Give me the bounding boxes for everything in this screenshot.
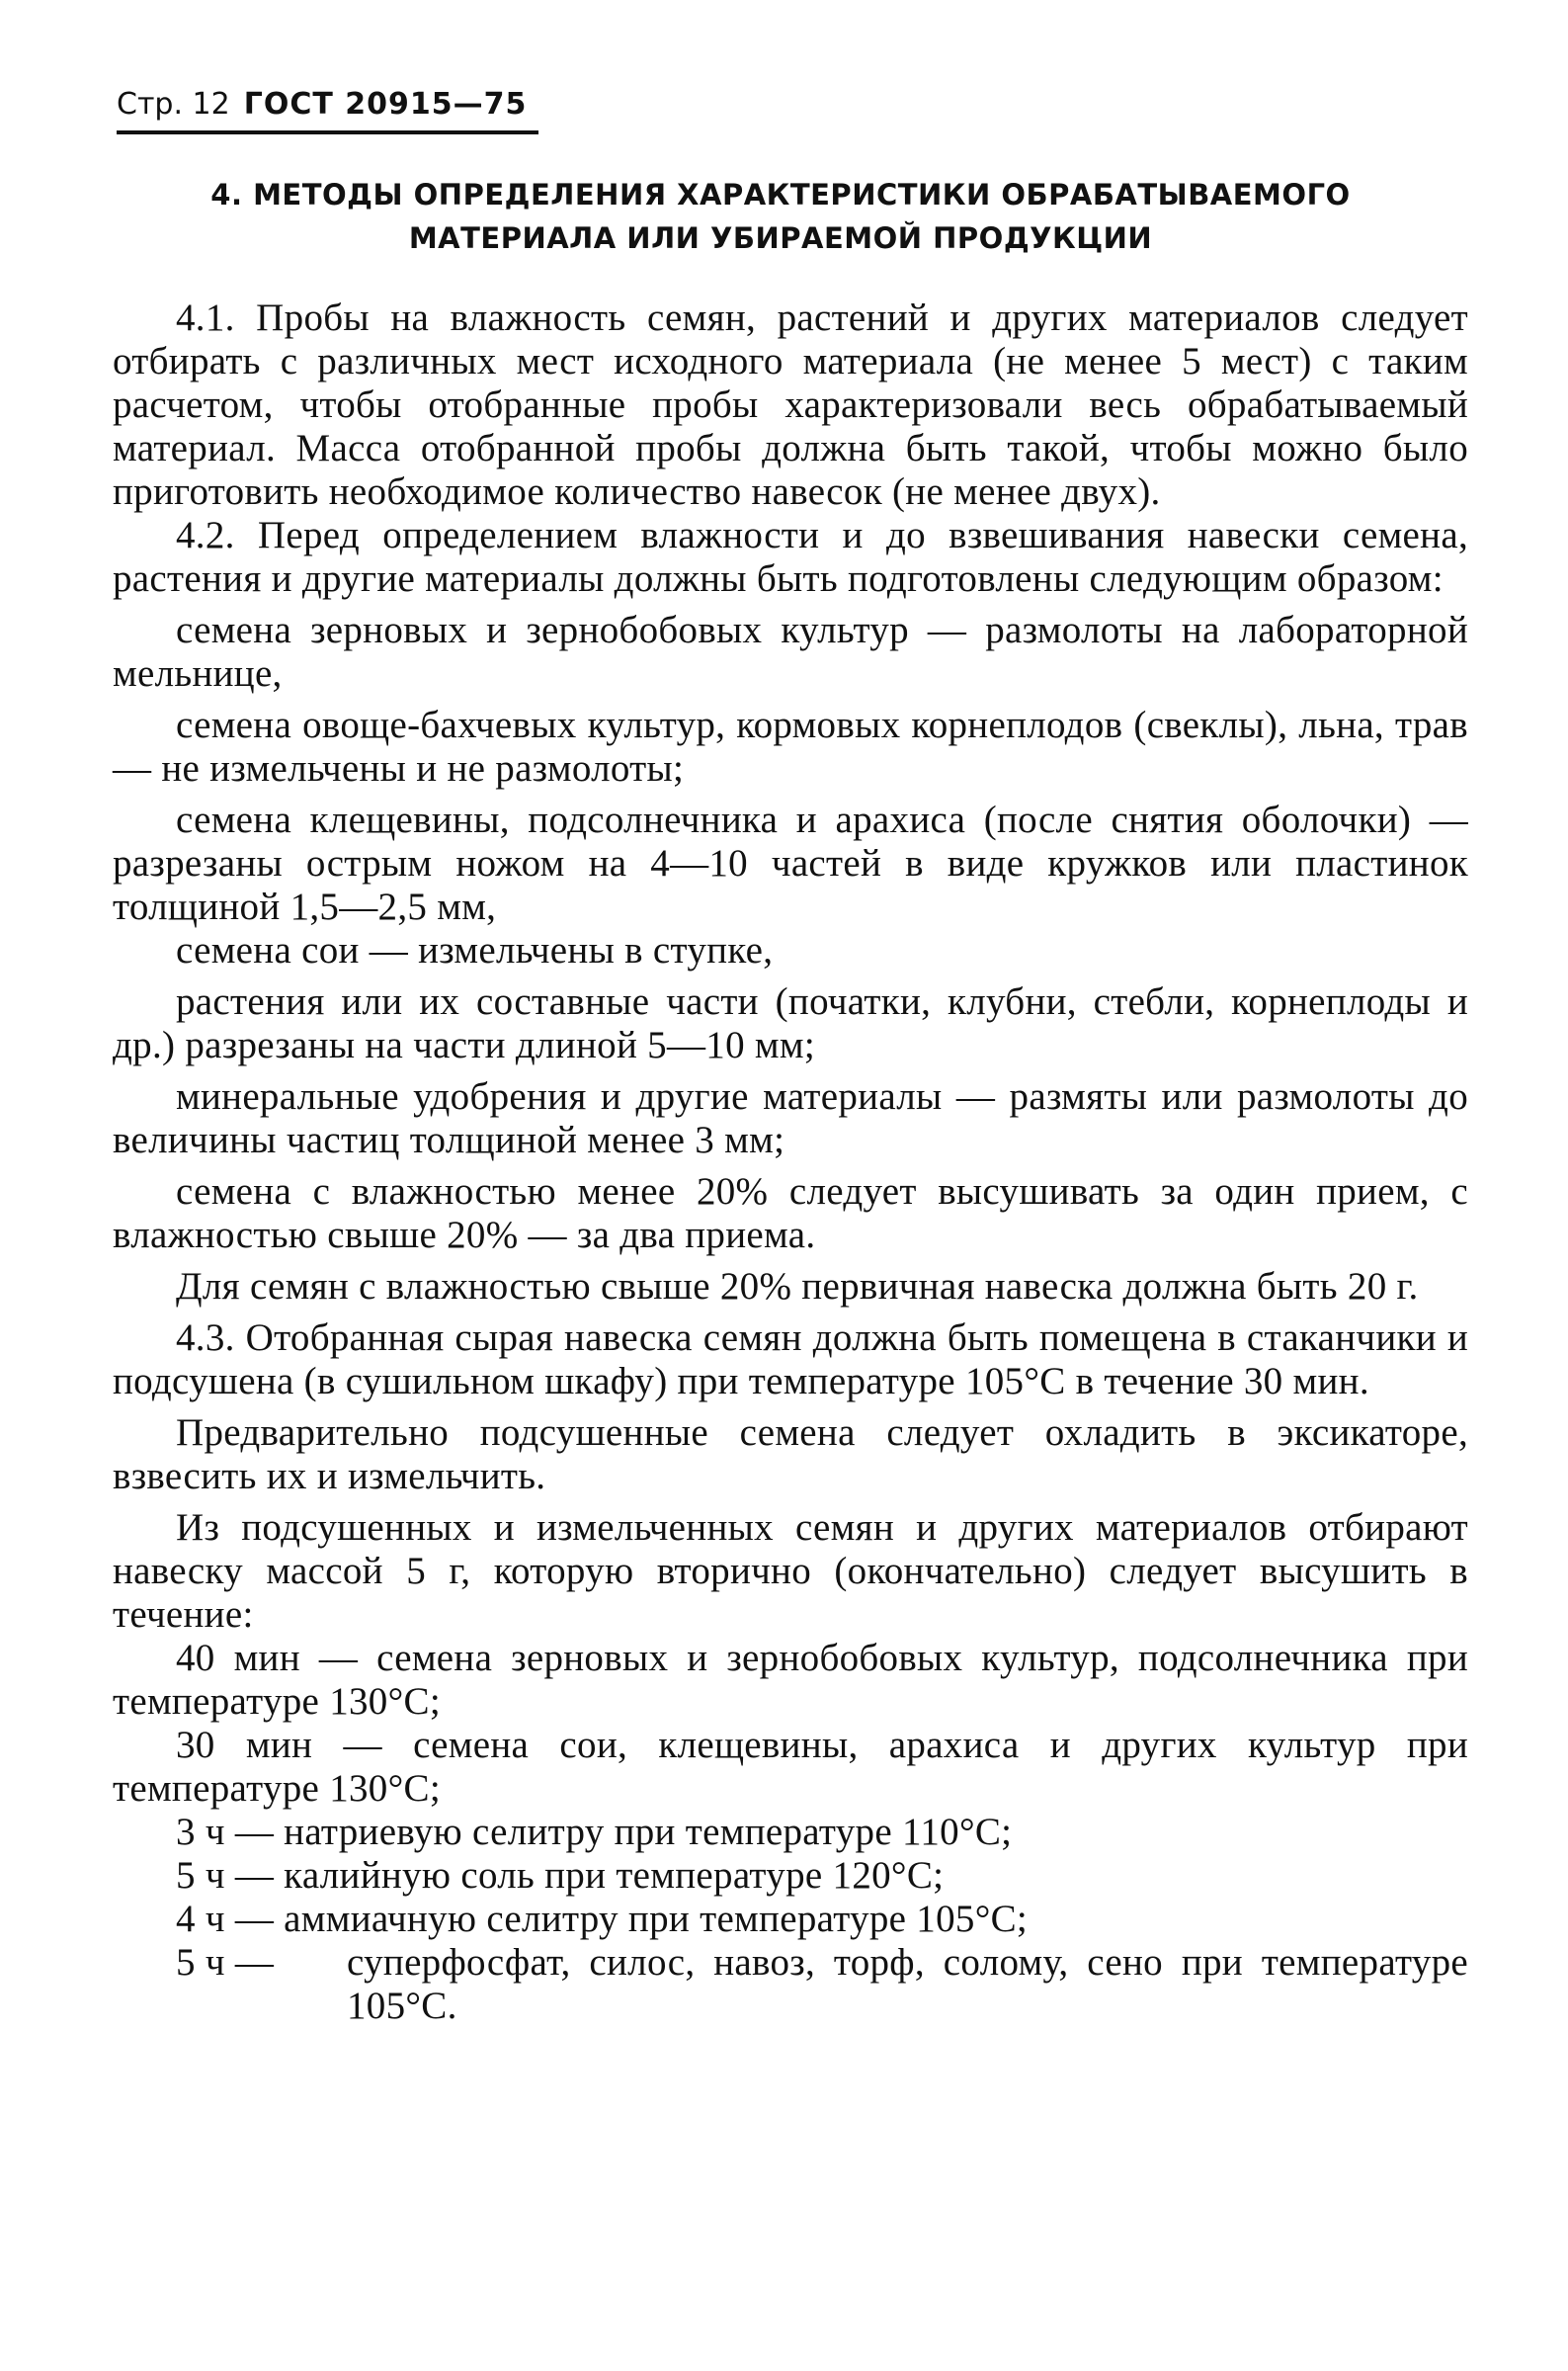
running-header — [117, 85, 538, 134]
page-number: Стр. 12 — [117, 87, 230, 122]
section-title-line-1: 4. МЕТОДЫ ОПРЕДЕЛЕНИЯ ХАРАКТЕРИСТИКИ ОБРАБАТЫВАЕМОГО — [210, 178, 1351, 212]
paragraph: Из подсушенных и измельченных семян и других материалов отбирают навеску массой 5 г, которую вторично (окончательно) следует высушить в течение: — [113, 1506, 1468, 1636]
body-text — [113, 296, 1468, 2028]
list-item: семена зерновых и зернобобовых культур — размолоты на лабораторной мельнице, — [113, 609, 1468, 695]
list-item: растения или их составные части (початки, клубни, стебли, корнеплоды и др.) разрезаны на части длиной 5—10 мм; — [113, 980, 1468, 1066]
list-item: 40 мин — семена зерновых и зернобобовых культур, подсолнечника при температуре 130°С; — [113, 1637, 1468, 1723]
list-item-lead: 5 ч — — [176, 1941, 275, 1984]
list-item: семена овоще-бахчевых культур, кормовых корнеплодов (свеклы), льна, трав — не измельчены и не размолоты; — [113, 704, 1468, 790]
paragraph: Предварительно подсушенные семена следует охладить в эксикаторе, взвесить их и измельчить. — [113, 1411, 1468, 1497]
list-item-text: суперфосфат, силос, навоз, торф, солому, сено при температуре 105°С. — [347, 1941, 1468, 2027]
paragraph-4-1: 4.1. Пробы на влажность семян, растений и других материалов следует отбирать с различных мест исходного материала (не менее 5 мест) с таким расчетом, чтобы отобранные пробы характеризовали весь обрабатываемый материал. Масса отобранной пробы должна быть такой, чтобы можно было приготовить необходимое количество навесок (не менее двух). — [113, 296, 1468, 513]
list-item: 5 ч — калийную соль при температуре 120°С; — [176, 1854, 945, 1897]
list-item: 3 ч — натриевую селитру при температуре 110°С; — [176, 1811, 1013, 1853]
standard-number: ГОСТ 20915—75 — [243, 87, 528, 122]
list-item-last — [113, 1941, 1468, 2028]
paragraph: Для семян с влажностью свыше 20% первичная навеска должна быть 20 г. — [176, 1265, 1419, 1308]
section-title — [158, 173, 1403, 260]
paragraph-4-3: 4.3. Отобранная сырая навеска семян должна быть помещена в стаканчики и подсушена (в сушильном шкафу) при температуре 105°С в течение 30 мин. — [113, 1316, 1468, 1402]
list-item: 4 ч — аммиачную селитру при температуре 105°С; — [176, 1898, 1029, 1940]
list-item: 30 мин — семена сои, клещевины, арахиса и других культур при температуре 130°С; — [113, 1724, 1468, 1810]
list-item: семена клещевины, подсолнечника и арахиса (после снятия оболочки) — разрезаны острым ножом на 4—10 частей в виде кружков или пластинок толщиной 1,5—2,5 мм, — [113, 799, 1468, 928]
list-item: минеральные удобрения и другие материалы — размяты или размолоты до величины частиц толщиной менее 3 мм; — [113, 1075, 1468, 1161]
list-item: семена сои — измельчены в ступке, — [176, 929, 774, 972]
section-title-line-2: МАТЕРИАЛА ИЛИ УБИРАЕМОЙ ПРОДУКЦИИ — [408, 221, 1153, 255]
paragraph-4-2: 4.2. Перед определением влажности и до взвешивания навески семена, растения и другие материалы должны быть подготовлены следующим образом: — [113, 514, 1468, 600]
list-item: семена с влажностью менее 20% следует высушивать за один прием, с влажностью свыше 20% — за два приема. — [113, 1170, 1468, 1256]
